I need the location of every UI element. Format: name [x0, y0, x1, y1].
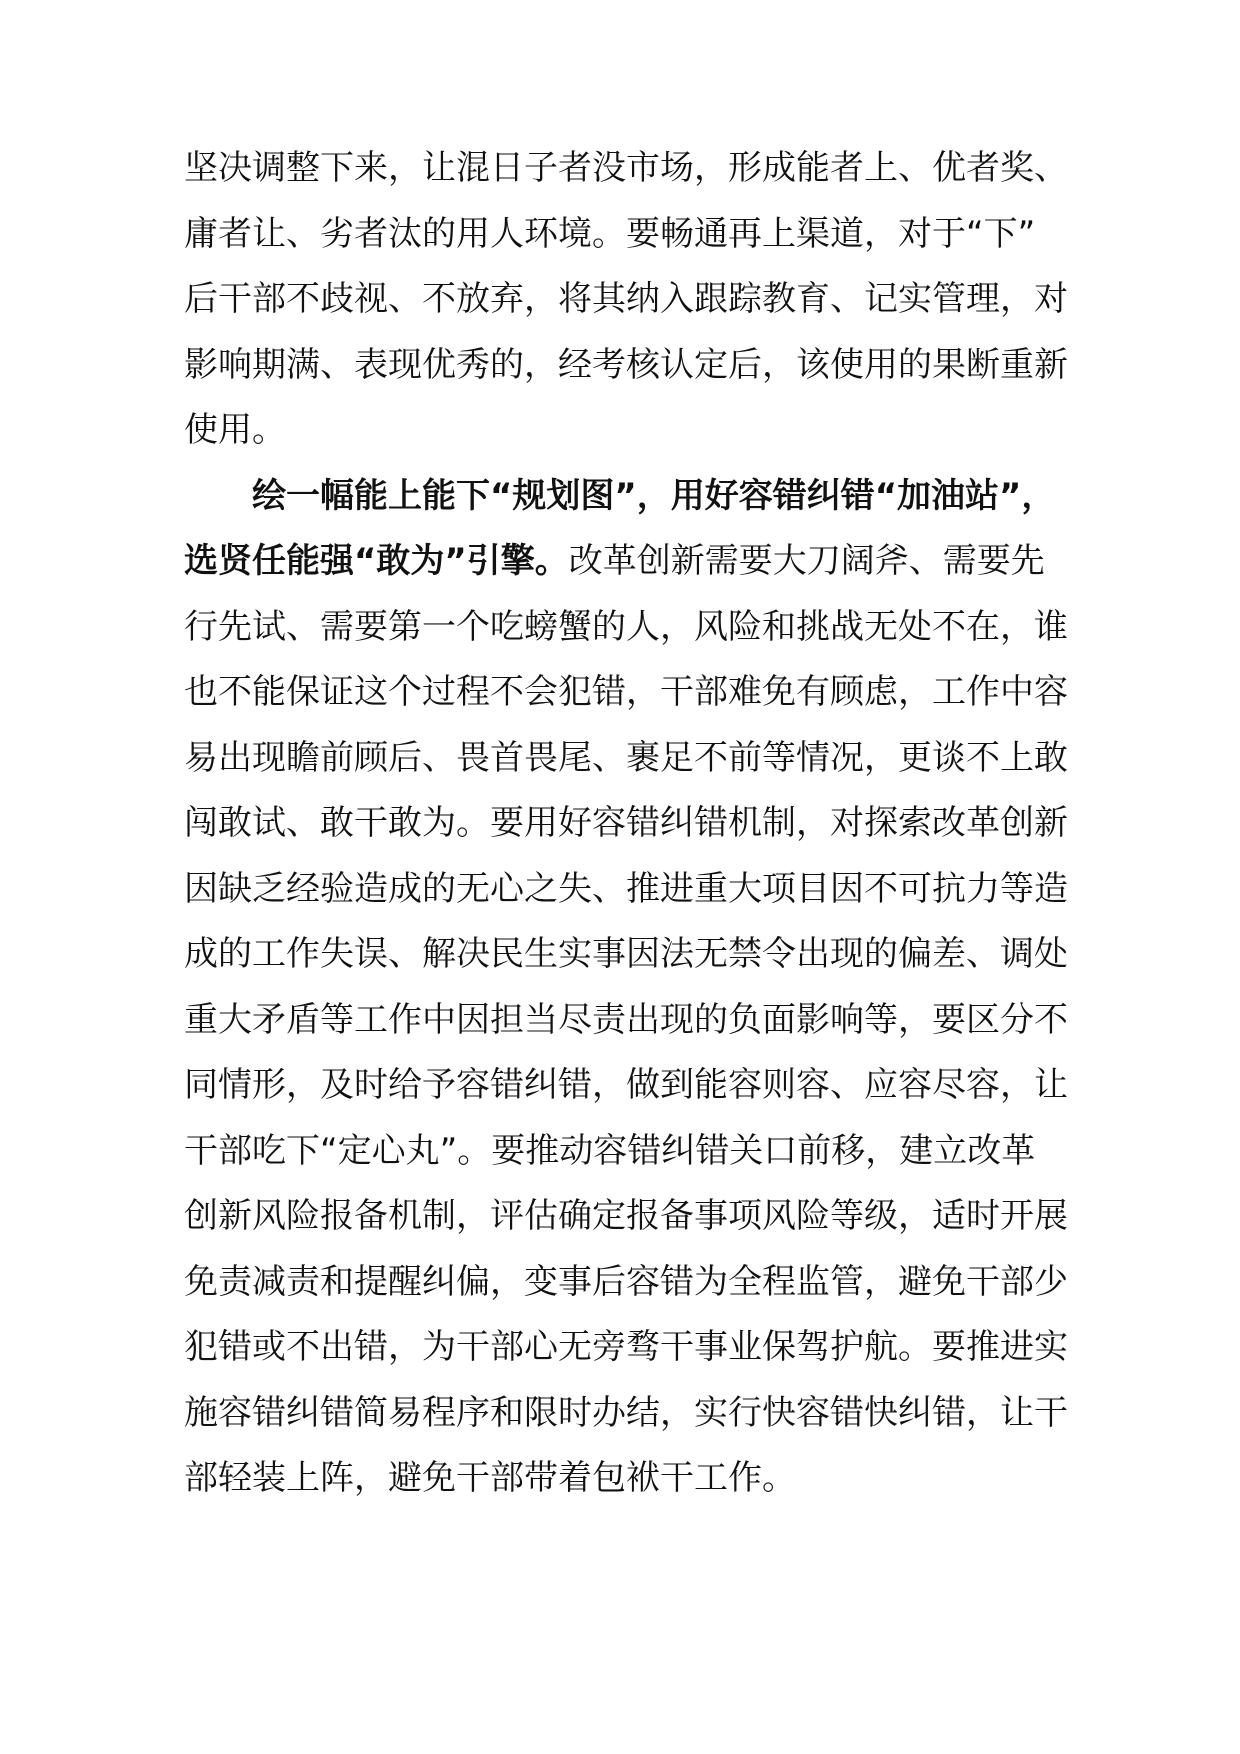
text-line-rest: 改革创新需要大刀阔斧、需要先 [568, 541, 1045, 581]
text-line: 部轻装上阵，避免干部带着包袱干工作。 [184, 1458, 796, 1498]
text-line: 易出现瞻前顾后、畏首畏尾、裹足不前等情况，更谈不上敢 [184, 737, 1068, 778]
text-line: 影响期满、表现优秀的，经考核认定后，该使用的果断重新 [184, 344, 1068, 385]
text-line: 创新风险报备机制，评估确定报备事项风险等级，适时开展 [184, 1196, 1068, 1236]
text-line: 使用。 [184, 410, 286, 450]
text-line: 干部吃下“定心丸”。要推动容错纠错关口前移，建立改革 [184, 1130, 1036, 1171]
paragraph-2 [184, 464, 1068, 1512]
text-line: 后干部不歧视、不放弃，将其纳入跟踪教育、记实管理，对 [184, 279, 1068, 319]
text-line: 同情形，及时给予容错纠错，做到能容则容、应容尽容，让 [184, 1065, 1068, 1105]
paragraph-1 [184, 136, 1068, 464]
text-line: 重大矛盾等工作中因担当尽责出现的负面影响等，要区分不 [184, 999, 1068, 1040]
section-heading: 绘一幅能上能下“规划图”，用好容错纠错“加油站”， [252, 475, 1056, 516]
text-line-mixed [184, 529, 1064, 595]
text-line: 庸者让、劣者汰的用人环境。要畅通再上渠道，对于“下” [184, 213, 1036, 254]
text-line: 行先试、需要第一个吃螃蟹的人，风险和挑战无处不在，谁 [184, 606, 1068, 647]
section-heading-continued: 选贤任能强“敢为”引擎。 [184, 541, 569, 581]
document-body [184, 136, 1068, 1512]
text-line: 闯敢试、敢干敢为。要用好容错纠错机制，对探索改革创新 [184, 803, 1068, 843]
text-line: 犯错或不出错，为干部心无旁骛干事业保驾护航。要推进实 [184, 1327, 1068, 1367]
text-line: 坚决调整下来，让混日子者没市场，形成能者上、优者奖、 [184, 148, 1068, 188]
text-line: 免责减责和提醒纠偏，变事后容错为全程监管，避免干部少 [184, 1261, 1068, 1302]
text-line: 成的工作失误、解决民生实事因法无禁令出现的偏差、调处 [184, 934, 1068, 974]
text-line: 施容错纠错简易程序和限时办结，实行快容错快纠错，让干 [184, 1392, 1068, 1433]
text-line: 也不能保证这个过程不会犯错，干部难免有顾虑，工作中容 [184, 672, 1068, 712]
text-line: 因缺乏经验造成的无心之失、推进重大项目因不可抗力等造 [184, 868, 1068, 909]
